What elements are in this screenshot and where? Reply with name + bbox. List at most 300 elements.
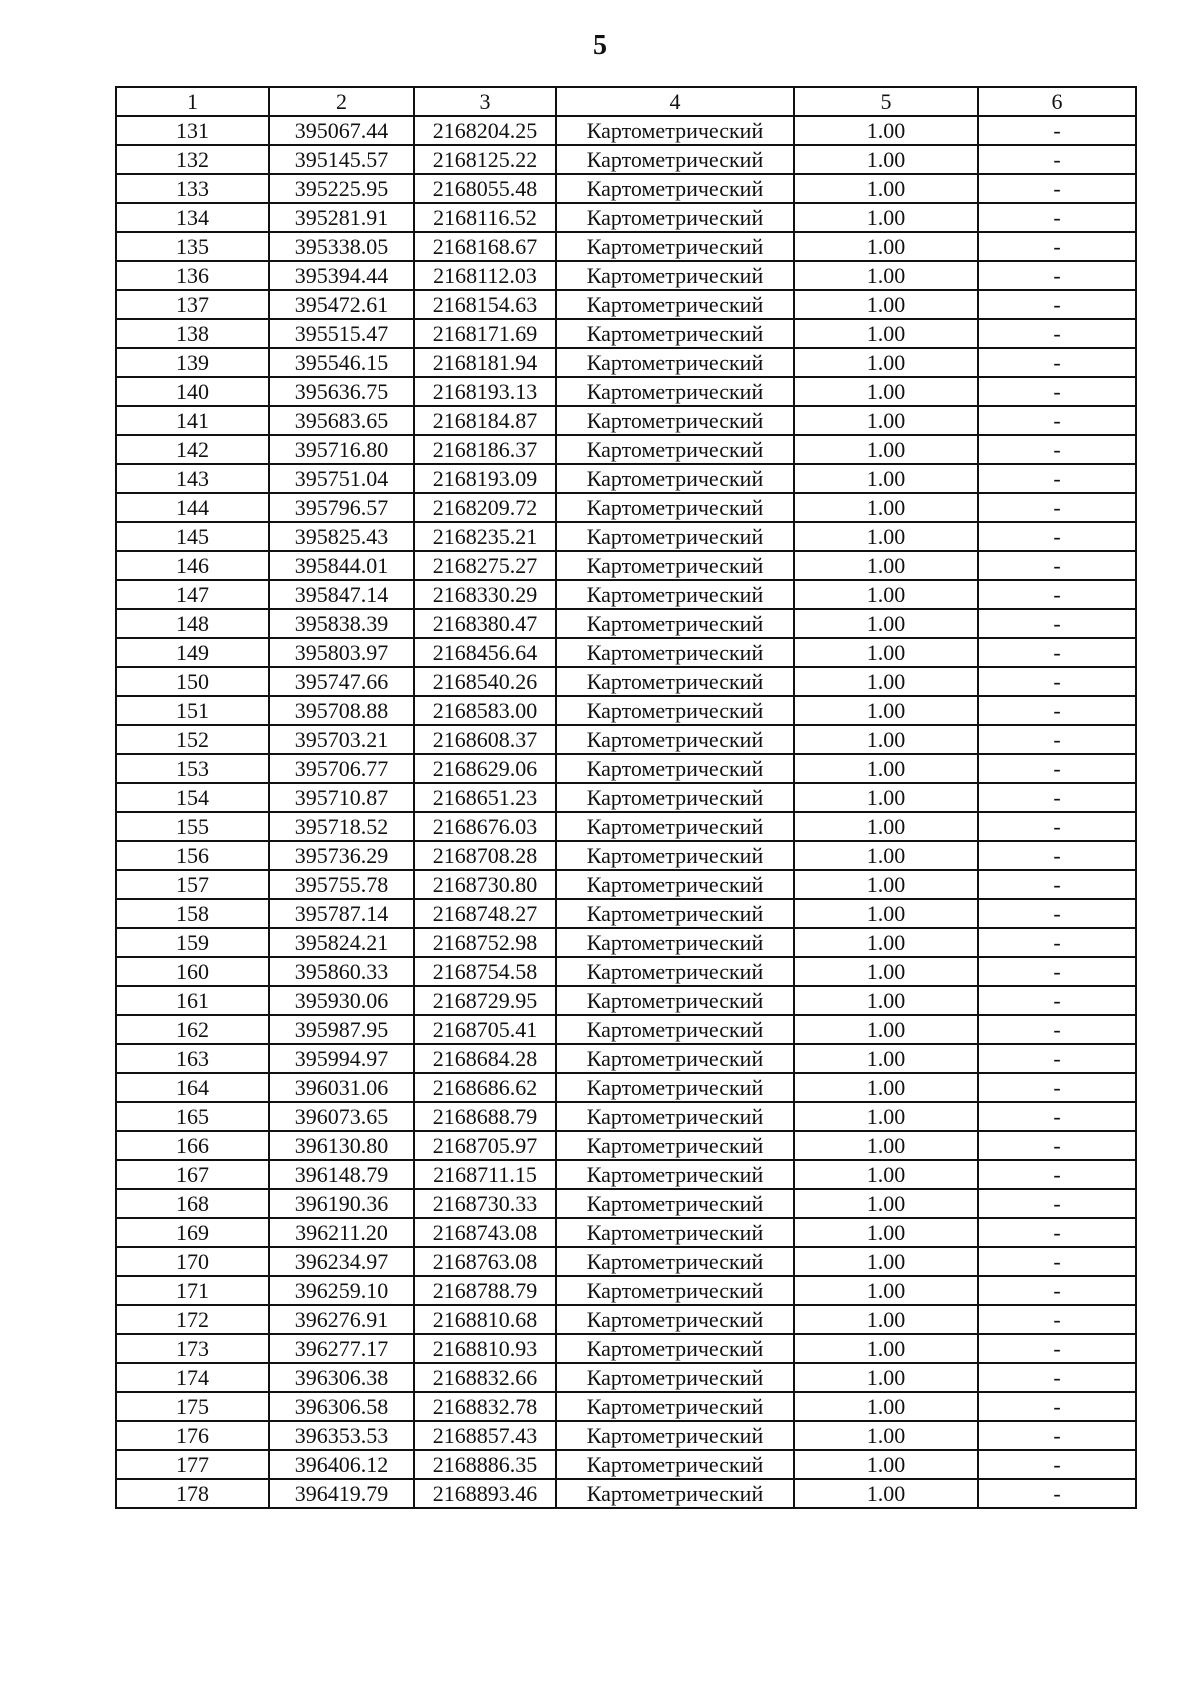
table-row	[116, 1160, 1136, 1189]
y-coordinate-cell: 2168235.21	[414, 522, 556, 551]
accuracy-cell: 1.00	[794, 899, 978, 928]
table-row	[116, 609, 1136, 638]
table-row	[116, 203, 1136, 232]
method-cell: Картометрический	[556, 812, 794, 841]
table-row	[116, 464, 1136, 493]
method-cell: Картометрический	[556, 1102, 794, 1131]
table-row	[116, 1305, 1136, 1334]
x-coordinate-cell: 395825.43	[269, 522, 414, 551]
accuracy-cell: 1.00	[794, 377, 978, 406]
description-cell: -	[978, 290, 1136, 319]
y-coordinate-cell: 2168209.72	[414, 493, 556, 522]
accuracy-cell: 1.00	[794, 638, 978, 667]
y-coordinate-cell: 2168748.27	[414, 899, 556, 928]
method-cell: Картометрический	[556, 638, 794, 667]
point-number-cell: 145	[116, 522, 269, 551]
description-cell: -	[978, 551, 1136, 580]
description-cell: -	[978, 638, 1136, 667]
accuracy-cell: 1.00	[794, 580, 978, 609]
x-coordinate-cell: 395710.87	[269, 783, 414, 812]
point-number-cell: 176	[116, 1421, 269, 1450]
description-cell: -	[978, 1015, 1136, 1044]
method-cell: Картометрический	[556, 116, 794, 145]
point-number-cell: 155	[116, 812, 269, 841]
point-number-cell: 151	[116, 696, 269, 725]
accuracy-cell: 1.00	[794, 696, 978, 725]
x-coordinate-cell: 395736.29	[269, 841, 414, 870]
x-coordinate-cell: 395796.57	[269, 493, 414, 522]
point-number-cell: 148	[116, 609, 269, 638]
x-coordinate-cell: 395067.44	[269, 116, 414, 145]
point-number-cell: 142	[116, 435, 269, 464]
accuracy-cell: 1.00	[794, 609, 978, 638]
description-cell: -	[978, 1189, 1136, 1218]
method-cell: Картометрический	[556, 1044, 794, 1073]
method-cell: Картометрический	[556, 1160, 794, 1189]
accuracy-cell: 1.00	[794, 290, 978, 319]
table-row	[116, 1044, 1136, 1073]
table-row	[116, 841, 1136, 870]
point-number-cell: 153	[116, 754, 269, 783]
point-number-cell: 164	[116, 1073, 269, 1102]
y-coordinate-cell: 2168729.95	[414, 986, 556, 1015]
header-cell-6: 6	[978, 87, 1136, 116]
y-coordinate-cell: 2168154.63	[414, 290, 556, 319]
y-coordinate-cell: 2168684.28	[414, 1044, 556, 1073]
table-row	[116, 928, 1136, 957]
method-cell: Картометрический	[556, 406, 794, 435]
y-coordinate-cell: 2168754.58	[414, 957, 556, 986]
x-coordinate-cell: 396353.53	[269, 1421, 414, 1450]
x-coordinate-cell: 395747.66	[269, 667, 414, 696]
header-row	[116, 87, 1136, 116]
description-cell: -	[978, 261, 1136, 290]
table-row	[116, 638, 1136, 667]
point-number-cell: 137	[116, 290, 269, 319]
table-row	[116, 319, 1136, 348]
point-number-cell: 134	[116, 203, 269, 232]
accuracy-cell: 1.00	[794, 1363, 978, 1392]
x-coordinate-cell: 396190.36	[269, 1189, 414, 1218]
y-coordinate-cell: 2168181.94	[414, 348, 556, 377]
table-row	[116, 1421, 1136, 1450]
x-coordinate-cell: 395546.15	[269, 348, 414, 377]
description-cell: -	[978, 957, 1136, 986]
point-number-cell: 147	[116, 580, 269, 609]
x-coordinate-cell: 395515.47	[269, 319, 414, 348]
x-coordinate-cell: 395803.97	[269, 638, 414, 667]
description-cell: -	[978, 754, 1136, 783]
point-number-cell: 161	[116, 986, 269, 1015]
accuracy-cell: 1.00	[794, 1421, 978, 1450]
x-coordinate-cell: 395755.78	[269, 870, 414, 899]
coordinates-table	[115, 86, 1137, 1509]
x-coordinate-cell: 395930.06	[269, 986, 414, 1015]
x-coordinate-cell: 396148.79	[269, 1160, 414, 1189]
y-coordinate-cell: 2168055.48	[414, 174, 556, 203]
point-number-cell: 166	[116, 1131, 269, 1160]
description-cell: -	[978, 1044, 1136, 1073]
method-cell: Картометрический	[556, 1450, 794, 1479]
y-coordinate-cell: 2168112.03	[414, 261, 556, 290]
y-coordinate-cell: 2168380.47	[414, 609, 556, 638]
accuracy-cell: 1.00	[794, 1102, 978, 1131]
x-coordinate-cell: 395394.44	[269, 261, 414, 290]
table-row	[116, 1276, 1136, 1305]
y-coordinate-cell: 2168810.68	[414, 1305, 556, 1334]
method-cell: Картометрический	[556, 609, 794, 638]
accuracy-cell: 1.00	[794, 1073, 978, 1102]
y-coordinate-cell: 2168275.27	[414, 551, 556, 580]
y-coordinate-cell: 2168204.25	[414, 116, 556, 145]
method-cell: Картометрический	[556, 725, 794, 754]
x-coordinate-cell: 395636.75	[269, 377, 414, 406]
point-number-cell: 167	[116, 1160, 269, 1189]
description-cell: -	[978, 174, 1136, 203]
y-coordinate-cell: 2168125.22	[414, 145, 556, 174]
method-cell: Картометрический	[556, 696, 794, 725]
method-cell: Картометрический	[556, 261, 794, 290]
description-cell: -	[978, 870, 1136, 899]
point-number-cell: 139	[116, 348, 269, 377]
point-number-cell: 157	[116, 870, 269, 899]
accuracy-cell: 1.00	[794, 754, 978, 783]
accuracy-cell: 1.00	[794, 1305, 978, 1334]
point-number-cell: 158	[116, 899, 269, 928]
description-cell: -	[978, 1102, 1136, 1131]
y-coordinate-cell: 2168184.87	[414, 406, 556, 435]
accuracy-cell: 1.00	[794, 522, 978, 551]
y-coordinate-cell: 2168708.28	[414, 841, 556, 870]
x-coordinate-cell: 395847.14	[269, 580, 414, 609]
point-number-cell: 171	[116, 1276, 269, 1305]
accuracy-cell: 1.00	[794, 1392, 978, 1421]
accuracy-cell: 1.00	[794, 1479, 978, 1508]
y-coordinate-cell: 2168171.69	[414, 319, 556, 348]
x-coordinate-cell: 395751.04	[269, 464, 414, 493]
y-coordinate-cell: 2168711.15	[414, 1160, 556, 1189]
point-number-cell: 150	[116, 667, 269, 696]
x-coordinate-cell: 395787.14	[269, 899, 414, 928]
table-row	[116, 1247, 1136, 1276]
table-row	[116, 290, 1136, 319]
table-row	[116, 696, 1136, 725]
point-number-cell: 178	[116, 1479, 269, 1508]
point-number-cell: 159	[116, 928, 269, 957]
method-cell: Картометрический	[556, 522, 794, 551]
point-number-cell: 168	[116, 1189, 269, 1218]
method-cell: Картометрический	[556, 145, 794, 174]
accuracy-cell: 1.00	[794, 116, 978, 145]
method-cell: Картометрический	[556, 319, 794, 348]
accuracy-cell: 1.00	[794, 1160, 978, 1189]
table-row	[116, 261, 1136, 290]
y-coordinate-cell: 2168886.35	[414, 1450, 556, 1479]
description-cell: -	[978, 696, 1136, 725]
method-cell: Картометрический	[556, 551, 794, 580]
description-cell: -	[978, 145, 1136, 174]
header-cell-5: 5	[794, 87, 978, 116]
accuracy-cell: 1.00	[794, 667, 978, 696]
method-cell: Картометрический	[556, 377, 794, 406]
x-coordinate-cell: 395844.01	[269, 551, 414, 580]
description-cell: -	[978, 203, 1136, 232]
method-cell: Картометрический	[556, 783, 794, 812]
x-coordinate-cell: 395716.80	[269, 435, 414, 464]
table-row	[116, 783, 1136, 812]
accuracy-cell: 1.00	[794, 1247, 978, 1276]
table-row	[116, 957, 1136, 986]
method-cell: Картометрический	[556, 580, 794, 609]
point-number-cell: 163	[116, 1044, 269, 1073]
description-cell: -	[978, 667, 1136, 696]
accuracy-cell: 1.00	[794, 928, 978, 957]
table-row	[116, 1392, 1136, 1421]
description-cell: -	[978, 812, 1136, 841]
y-coordinate-cell: 2168186.37	[414, 435, 556, 464]
table-row	[116, 1363, 1136, 1392]
description-cell: -	[978, 899, 1136, 928]
y-coordinate-cell: 2168810.93	[414, 1334, 556, 1363]
point-number-cell: 138	[116, 319, 269, 348]
point-number-cell: 140	[116, 377, 269, 406]
point-number-cell: 135	[116, 232, 269, 261]
table-row	[116, 1218, 1136, 1247]
y-coordinate-cell: 2168705.41	[414, 1015, 556, 1044]
x-coordinate-cell: 395718.52	[269, 812, 414, 841]
method-cell: Картометрический	[556, 1276, 794, 1305]
point-number-cell: 143	[116, 464, 269, 493]
table-row	[116, 377, 1136, 406]
point-number-cell: 131	[116, 116, 269, 145]
y-coordinate-cell: 2168193.09	[414, 464, 556, 493]
accuracy-cell: 1.00	[794, 725, 978, 754]
y-coordinate-cell: 2168676.03	[414, 812, 556, 841]
accuracy-cell: 1.00	[794, 261, 978, 290]
description-cell: -	[978, 1276, 1136, 1305]
point-number-cell: 154	[116, 783, 269, 812]
description-cell: -	[978, 232, 1136, 261]
accuracy-cell: 1.00	[794, 870, 978, 899]
accuracy-cell: 1.00	[794, 1334, 978, 1363]
accuracy-cell: 1.00	[794, 406, 978, 435]
x-coordinate-cell: 395838.39	[269, 609, 414, 638]
table-row	[116, 232, 1136, 261]
method-cell: Картометрический	[556, 232, 794, 261]
x-coordinate-cell: 395145.57	[269, 145, 414, 174]
description-cell: -	[978, 1131, 1136, 1160]
accuracy-cell: 1.00	[794, 1131, 978, 1160]
accuracy-cell: 1.00	[794, 783, 978, 812]
method-cell: Картометрический	[556, 1334, 794, 1363]
table-row	[116, 551, 1136, 580]
description-cell: -	[978, 1334, 1136, 1363]
point-number-cell: 177	[116, 1450, 269, 1479]
accuracy-cell: 1.00	[794, 551, 978, 580]
accuracy-cell: 1.00	[794, 1218, 978, 1247]
header-cell-4: 4	[556, 87, 794, 116]
x-coordinate-cell: 395472.61	[269, 290, 414, 319]
table-row	[116, 580, 1136, 609]
y-coordinate-cell: 2168832.78	[414, 1392, 556, 1421]
header-cell-3: 3	[414, 87, 556, 116]
x-coordinate-cell: 395860.33	[269, 957, 414, 986]
description-cell: -	[978, 348, 1136, 377]
accuracy-cell: 1.00	[794, 464, 978, 493]
point-number-cell: 146	[116, 551, 269, 580]
point-number-cell: 175	[116, 1392, 269, 1421]
description-cell: -	[978, 783, 1136, 812]
x-coordinate-cell: 396277.17	[269, 1334, 414, 1363]
method-cell: Картометрический	[556, 435, 794, 464]
table-row	[116, 870, 1136, 899]
table-header	[116, 87, 1136, 116]
description-cell: -	[978, 1392, 1136, 1421]
table-row	[116, 1189, 1136, 1218]
point-number-cell: 174	[116, 1363, 269, 1392]
accuracy-cell: 1.00	[794, 348, 978, 377]
x-coordinate-cell: 395706.77	[269, 754, 414, 783]
table-row	[116, 435, 1136, 464]
description-cell: -	[978, 1247, 1136, 1276]
description-cell: -	[978, 116, 1136, 145]
description-cell: -	[978, 406, 1136, 435]
y-coordinate-cell: 2168629.06	[414, 754, 556, 783]
description-cell: -	[978, 464, 1136, 493]
x-coordinate-cell: 395703.21	[269, 725, 414, 754]
y-coordinate-cell: 2168168.67	[414, 232, 556, 261]
method-cell: Картометрический	[556, 174, 794, 203]
y-coordinate-cell: 2168857.43	[414, 1421, 556, 1450]
header-cell-1: 1	[116, 87, 269, 116]
point-number-cell: 169	[116, 1218, 269, 1247]
table-body	[116, 116, 1136, 1508]
y-coordinate-cell: 2168686.62	[414, 1073, 556, 1102]
method-cell: Картометрический	[556, 1392, 794, 1421]
y-coordinate-cell: 2168730.33	[414, 1189, 556, 1218]
x-coordinate-cell: 395683.65	[269, 406, 414, 435]
header-cell-2: 2	[269, 87, 414, 116]
x-coordinate-cell: 396259.10	[269, 1276, 414, 1305]
description-cell: -	[978, 841, 1136, 870]
accuracy-cell: 1.00	[794, 203, 978, 232]
x-coordinate-cell: 396306.38	[269, 1363, 414, 1392]
accuracy-cell: 1.00	[794, 174, 978, 203]
x-coordinate-cell: 396276.91	[269, 1305, 414, 1334]
method-cell: Картометрический	[556, 986, 794, 1015]
description-cell: -	[978, 1073, 1136, 1102]
description-cell: -	[978, 493, 1136, 522]
x-coordinate-cell: 395281.91	[269, 203, 414, 232]
table-row	[116, 348, 1136, 377]
x-coordinate-cell: 396031.06	[269, 1073, 414, 1102]
method-cell: Картометрический	[556, 841, 794, 870]
table-row	[116, 145, 1136, 174]
page-number: 5	[593, 30, 607, 61]
point-number-cell: 165	[116, 1102, 269, 1131]
table-row	[116, 174, 1136, 203]
x-coordinate-cell: 395225.95	[269, 174, 414, 203]
table-row	[116, 1334, 1136, 1363]
point-number-cell: 162	[116, 1015, 269, 1044]
x-coordinate-cell: 396306.58	[269, 1392, 414, 1421]
point-number-cell: 156	[116, 841, 269, 870]
method-cell: Картометрический	[556, 1421, 794, 1450]
x-coordinate-cell: 396406.12	[269, 1450, 414, 1479]
x-coordinate-cell: 395987.95	[269, 1015, 414, 1044]
accuracy-cell: 1.00	[794, 841, 978, 870]
point-number-cell: 136	[116, 261, 269, 290]
point-number-cell: 149	[116, 638, 269, 667]
x-coordinate-cell: 396234.97	[269, 1247, 414, 1276]
point-number-cell: 160	[116, 957, 269, 986]
accuracy-cell: 1.00	[794, 1015, 978, 1044]
y-coordinate-cell: 2168116.52	[414, 203, 556, 232]
accuracy-cell: 1.00	[794, 319, 978, 348]
y-coordinate-cell: 2168743.08	[414, 1218, 556, 1247]
method-cell: Картометрический	[556, 493, 794, 522]
table-row	[116, 493, 1136, 522]
x-coordinate-cell: 395994.97	[269, 1044, 414, 1073]
point-number-cell: 141	[116, 406, 269, 435]
method-cell: Картометрический	[556, 667, 794, 696]
table-row	[116, 1131, 1136, 1160]
method-cell: Картометрический	[556, 870, 794, 899]
method-cell: Картометрический	[556, 1479, 794, 1508]
description-cell: -	[978, 377, 1136, 406]
y-coordinate-cell: 2168893.46	[414, 1479, 556, 1508]
accuracy-cell: 1.00	[794, 986, 978, 1015]
table-row	[116, 1015, 1136, 1044]
method-cell: Картометрический	[556, 957, 794, 986]
accuracy-cell: 1.00	[794, 232, 978, 261]
x-coordinate-cell: 396419.79	[269, 1479, 414, 1508]
method-cell: Картометрический	[556, 1015, 794, 1044]
y-coordinate-cell: 2168688.79	[414, 1102, 556, 1131]
method-cell: Картометрический	[556, 1247, 794, 1276]
accuracy-cell: 1.00	[794, 957, 978, 986]
description-cell: -	[978, 1363, 1136, 1392]
point-number-cell: 172	[116, 1305, 269, 1334]
method-cell: Картометрический	[556, 1189, 794, 1218]
table-row	[116, 1479, 1136, 1508]
point-number-cell: 152	[116, 725, 269, 754]
table-row	[116, 725, 1136, 754]
description-cell: -	[978, 1450, 1136, 1479]
description-cell: -	[978, 319, 1136, 348]
description-cell: -	[978, 522, 1136, 551]
method-cell: Картометрический	[556, 754, 794, 783]
table-row	[116, 406, 1136, 435]
accuracy-cell: 1.00	[794, 1044, 978, 1073]
table-row	[116, 667, 1136, 696]
y-coordinate-cell: 2168705.97	[414, 1131, 556, 1160]
description-cell: -	[978, 580, 1136, 609]
point-number-cell: 170	[116, 1247, 269, 1276]
table-row	[116, 899, 1136, 928]
x-coordinate-cell: 396130.80	[269, 1131, 414, 1160]
method-cell: Картометрический	[556, 348, 794, 377]
method-cell: Картометрический	[556, 290, 794, 319]
accuracy-cell: 1.00	[794, 1189, 978, 1218]
method-cell: Картометрический	[556, 1131, 794, 1160]
description-cell: -	[978, 1305, 1136, 1334]
table-row	[116, 986, 1136, 1015]
y-coordinate-cell: 2168730.80	[414, 870, 556, 899]
description-cell: -	[978, 435, 1136, 464]
table-row	[116, 1102, 1136, 1131]
x-coordinate-cell: 396073.65	[269, 1102, 414, 1131]
